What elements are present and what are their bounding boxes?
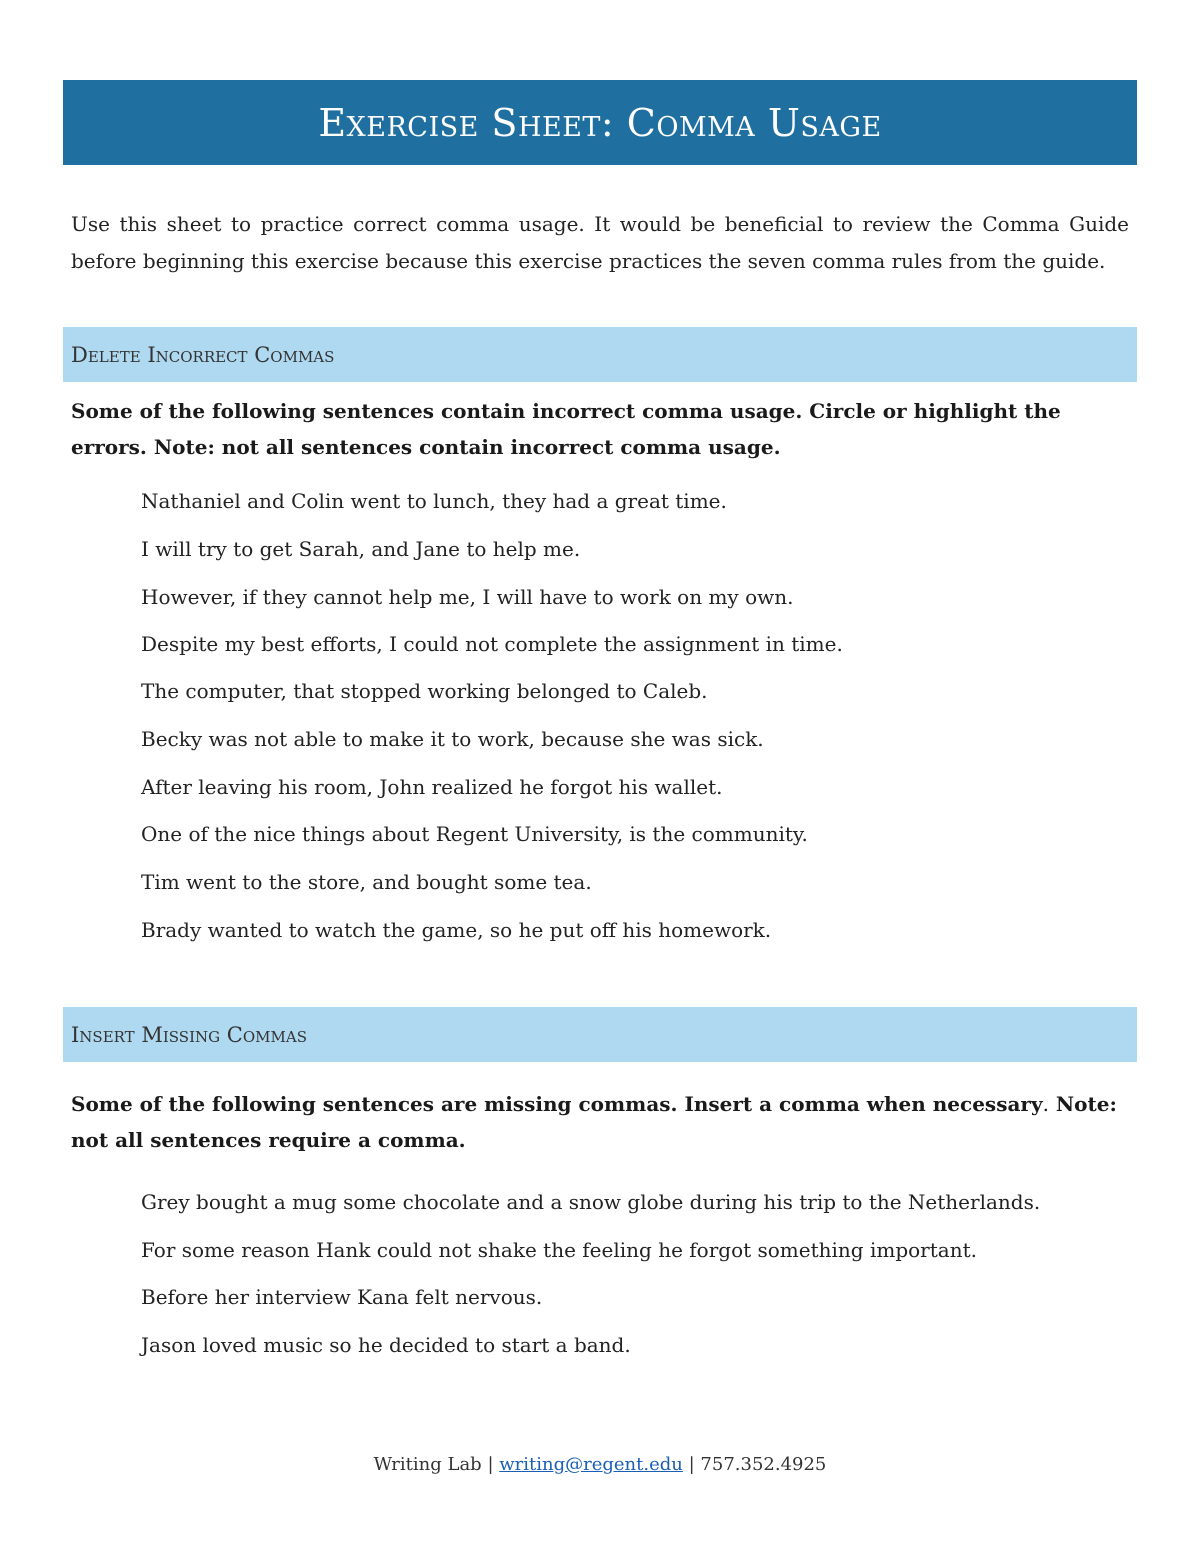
item-text: However, if they cannot help me, I will have to work on my own. xyxy=(141,585,794,609)
page-title: Exercise Sheet: Comma Usage xyxy=(318,100,882,145)
item-text: Becky was not able to make it to work, because she was sick. xyxy=(141,727,764,751)
item-text: Tim went to the store, and bought some tea. xyxy=(141,870,592,894)
instructions-insert xyxy=(71,1086,1129,1158)
item-text: Nathaniel and Colin went to lunch, they had a great time. xyxy=(141,489,727,513)
item-text: The computer, that stopped working belonged to Caleb. xyxy=(141,679,708,703)
instructions-insert-part1: Some of the following sentences are missing commas. Insert a comma when necessary xyxy=(71,1092,1043,1116)
instructions-insert-part2: Note: not all sentences require a comma. xyxy=(71,1092,1117,1152)
intro-paragraph: Use this sheet to practice correct comma usage. It would be beneficial to review the Comma Guide before beginning this exercise because this exercise practices the seven comma rules from the guide. xyxy=(71,212,1129,273)
footer-separator: | xyxy=(688,1454,695,1475)
footer-email-link[interactable]: writing@regent.edu xyxy=(499,1454,683,1475)
section-header-delete xyxy=(63,327,1137,382)
item-text: One of the nice things about Regent University, is the community. xyxy=(141,822,808,846)
item-text: For some reason Hank could not shake the feeling he forgot something important. xyxy=(141,1238,977,1262)
item-text: I will try to get Sarah, and Jane to help me. xyxy=(141,537,581,561)
footer-phone: 757.352.4925 xyxy=(700,1454,827,1475)
title-banner xyxy=(63,80,1137,165)
item-text: Jason loved music so he decided to start a band. xyxy=(141,1333,631,1357)
item-text: Despite my best efforts, I could not complete the assignment in time. xyxy=(141,632,843,656)
section-heading-insert: Insert Missing Commas xyxy=(71,1022,307,1047)
instructions-delete: Some of the following sentences contain incorrect comma usage. Circle or highlight the errors. Note: not all sentences contain incorrect comma usage. xyxy=(71,399,1061,459)
section-header-insert xyxy=(63,1007,1137,1062)
item-text: Brady wanted to watch the game, so he put off his homework. xyxy=(141,918,772,942)
item-text: Grey bought a mug some chocolate and a snow globe during his trip to the Netherlands. xyxy=(141,1190,1041,1214)
item-text: After leaving his room, John realized he forgot his wallet. xyxy=(141,775,723,799)
footer xyxy=(0,1454,1200,1475)
footer-separator: | xyxy=(487,1454,494,1475)
section-heading-delete: Delete Incorrect Commas xyxy=(71,342,335,367)
item-text: Before her interview Kana felt nervous. xyxy=(141,1285,543,1309)
footer-lab: Writing Lab xyxy=(373,1454,482,1475)
instructions-insert-period: . xyxy=(1042,1092,1049,1116)
